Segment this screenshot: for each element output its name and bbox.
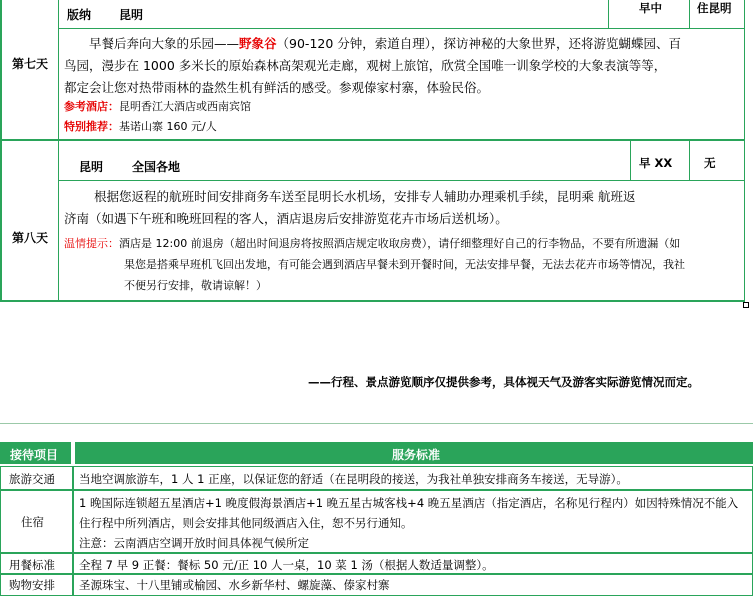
- day7-meals-cell: [608, 0, 690, 28]
- day8-header-row: [59, 141, 745, 181]
- service-item-label: 住宿: [21, 515, 44, 529]
- service-row-transport-item: [0, 466, 73, 490]
- service-header-item: [0, 442, 73, 464]
- service-item-label: 旅游交通: [9, 472, 55, 486]
- day8-tip-line3: 不便另行安排，敬请谅解！）: [124, 279, 267, 292]
- service-row-lodging-item: [0, 490, 73, 553]
- day8-tip-line2: 果您是搭乘早班机飞回出发地，有可能会遇到酒店早餐未到开餐时间，无法安排早餐，无法去花卉市场等情况，我社: [124, 258, 685, 271]
- service-std-line: 圣源珠宝、十八里铺或榆园、水乡新华村、螺旋藻、傣家村寨: [79, 578, 390, 592]
- service-divider: [0, 423, 753, 424]
- service-item-label: 用餐标准: [9, 558, 55, 572]
- day7-special-value: 基诺山寨 160 元/人: [119, 120, 217, 133]
- day8-route-to: 全国各地: [132, 160, 181, 174]
- service-std-line: 全程 7 早 9 正餐：餐标 50 元/正 10 人一桌，10 菜 1 汤（根据人数适量调整）。: [79, 558, 494, 572]
- day7-special-line: [64, 117, 217, 137]
- day7-special-label: 特别推荐：: [64, 120, 119, 133]
- service-row-shopping-item: [0, 574, 73, 596]
- day8-desc-line2: 济南（如遇下午班和晚班回程的客人，酒店退房后安排游览花卉市场后送机场）。: [64, 211, 508, 226]
- day7-label: 第七天: [12, 57, 49, 71]
- day8-section: [0, 141, 745, 302]
- service-item-label: 购物安排: [9, 578, 55, 592]
- day7-route-to: 昆明: [119, 8, 144, 22]
- service-header-std-label: 服务标准: [392, 448, 441, 462]
- day7-hotel-line: [64, 97, 251, 117]
- day7-label-cell: [0, 0, 59, 141]
- day8-route-from: 昆明: [79, 160, 104, 174]
- day7-desc-line1-c: （90-120 分钟，索道自理），探访神秘的大象世界，还将游览蝴蝶园、百: [276, 36, 682, 51]
- service-row-meals-item: [0, 553, 73, 574]
- service-header-std: [75, 442, 753, 464]
- day8-label-cell: [0, 141, 59, 302]
- day7-header-row: [59, 0, 745, 29]
- service-std-line: 住行程中所列酒店，则会安排其他同级酒店入住，恕不另行通知。: [79, 516, 413, 530]
- day8-tip-line1: [64, 234, 680, 254]
- day7-highlight-spot: 野象谷: [239, 36, 277, 51]
- day8-meals-cell: [630, 141, 690, 180]
- day7-desc-line2: 鸟园，漫步在 1000 多米长的原始森林高架观光走廊，观树上旅馆，欣赏全国唯一训象学校的大象表演等等，: [64, 58, 667, 73]
- day7-section: [0, 0, 745, 141]
- day8-meals: 早 XX: [639, 156, 673, 170]
- service-table: [0, 423, 753, 594]
- itinerary-note: ——行程、景点游览顺序仅提供参考，具体视天气及游客实际游览情况而定。: [308, 375, 699, 389]
- service-std-line: 1 晚国际连锁超五星酒店+1 晚度假海景酒店+1 晚五星古城客栈+4 晚五星酒店（指定酒店，名称见行程内）如因特殊情况不能入: [79, 496, 739, 510]
- resize-handle[interactable]: [743, 302, 749, 308]
- day7-hotel-label: 参考酒店：: [64, 100, 119, 113]
- service-row-shopping-std: [73, 574, 753, 596]
- day7-route-from: 版纳: [67, 8, 92, 22]
- day8-stay: 无: [704, 156, 716, 170]
- day8-body: [59, 181, 745, 302]
- day8-label: 第八天: [12, 231, 49, 245]
- day8-desc-line1: 根据您返程的航班时间安排商务车送至昆明长水机场，安排专人辅助办理乘机手续，昆明乘 航班返: [94, 189, 636, 204]
- service-row-lodging-std: [73, 490, 753, 553]
- day7-hotel-value: 昆明香江大酒店或西南宾馆: [119, 100, 251, 113]
- day7-desc-line1-a: 早餐后奔向大象的乐园——: [89, 36, 240, 51]
- day8-tip-label: 温情提示：: [64, 237, 119, 250]
- service-std-line: 当地空调旅游车，1 人 1 正座，以保证您的舒适（在昆明段的接送，为我社单独安排商务车接送，无导游）。: [79, 472, 628, 486]
- service-header-item-label: 接待项目: [10, 448, 59, 462]
- day8-tip-text1: 酒店是 12:00 前退房（超出时间退房将按照酒店规定收取房费），请仔细整理好自己的行李物品，不要有所遗漏（如: [119, 237, 681, 250]
- day7-stay: 住昆明: [697, 1, 732, 15]
- day7-desc-line3: 都定会让您对热带雨林的盎然生机有鲜活的感受。参观傣家村寨，体验民俗。: [64, 80, 490, 95]
- service-std-line: 注意：云南酒店空调开放时间具体视气候所定: [79, 536, 309, 550]
- service-row-transport-std: [73, 466, 753, 490]
- service-row-meals-std: [73, 553, 753, 574]
- day7-body: [59, 29, 745, 141]
- day7-meals: 早中: [639, 1, 662, 15]
- day7-desc-line1: [89, 33, 681, 55]
